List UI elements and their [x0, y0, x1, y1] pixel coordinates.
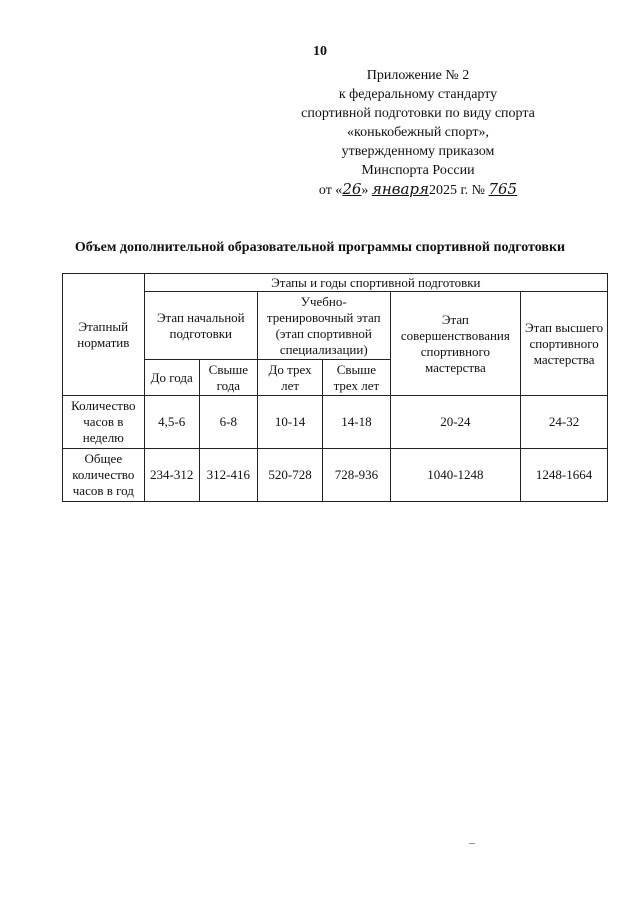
header-stages: Этапы и годы спортивной подготовки [144, 274, 607, 292]
appendix-line: «конькобежный спорт», [347, 125, 489, 140]
order-year: 2025 г. № [428, 183, 485, 198]
table-header-row [63, 292, 608, 360]
appendix-header [258, 66, 578, 200]
table-cell: 6-8 [199, 396, 257, 449]
header-stage-improvement: Этап совершенствования спортивного мастерства [390, 292, 521, 396]
order-mid: » [361, 183, 372, 198]
scan-mark [469, 843, 475, 844]
table-row [63, 396, 608, 449]
table-cell: 234-312 [144, 449, 199, 502]
header-sub: Свыше года [199, 360, 257, 396]
table-cell: 728-936 [323, 449, 390, 502]
table-cell: 14-18 [323, 396, 390, 449]
appendix-line: к федеральному стандарту [338, 87, 498, 102]
header-stage-highest: Этап высшего спортивного мастерства [521, 292, 608, 396]
appendix-line: утвержденному приказом [341, 144, 495, 159]
header-stage-initial: Этап начальной подготовки [144, 292, 257, 360]
appendix-line: Минспорта России [361, 163, 475, 178]
appendix-line: спортивной подготовки по виду спорта [301, 106, 535, 121]
table-cell: 20-24 [390, 396, 521, 449]
page-number: 10 [313, 44, 327, 59]
table-cell: 312-416 [199, 449, 257, 502]
row-label: Количество часов в неделю [63, 396, 145, 449]
table-cell: 1248-1664 [521, 449, 608, 502]
header-sub: До года [144, 360, 199, 396]
order-prefix: от « [318, 183, 343, 198]
table-cell: 24-32 [521, 396, 608, 449]
order-day: 26 [342, 180, 362, 198]
table-header-row [63, 274, 608, 292]
order-month: января [371, 180, 429, 198]
table-row [63, 449, 608, 502]
table-cell: 520-728 [257, 449, 322, 502]
table-cell: 10-14 [257, 396, 322, 449]
norms-table [62, 273, 608, 502]
document-title: Объем дополнительной образовательной программы спортивной подготовки [74, 240, 566, 255]
header-stage-training: Учебно-тренировочный этап (этап спортивной специализации) [257, 292, 390, 360]
row-label: Общее количество часов в год [63, 449, 145, 502]
table-cell: 4,5-6 [144, 396, 199, 449]
order-number: 765 [488, 180, 518, 198]
header-norm: Этапный норматив [63, 274, 145, 396]
header-sub: Свыше трех лет [323, 360, 390, 396]
order-date-line [258, 180, 578, 200]
appendix-line: Приложение № 2 [366, 68, 470, 83]
table-cell: 1040-1248 [390, 449, 521, 502]
header-sub: До трех лет [257, 360, 322, 396]
